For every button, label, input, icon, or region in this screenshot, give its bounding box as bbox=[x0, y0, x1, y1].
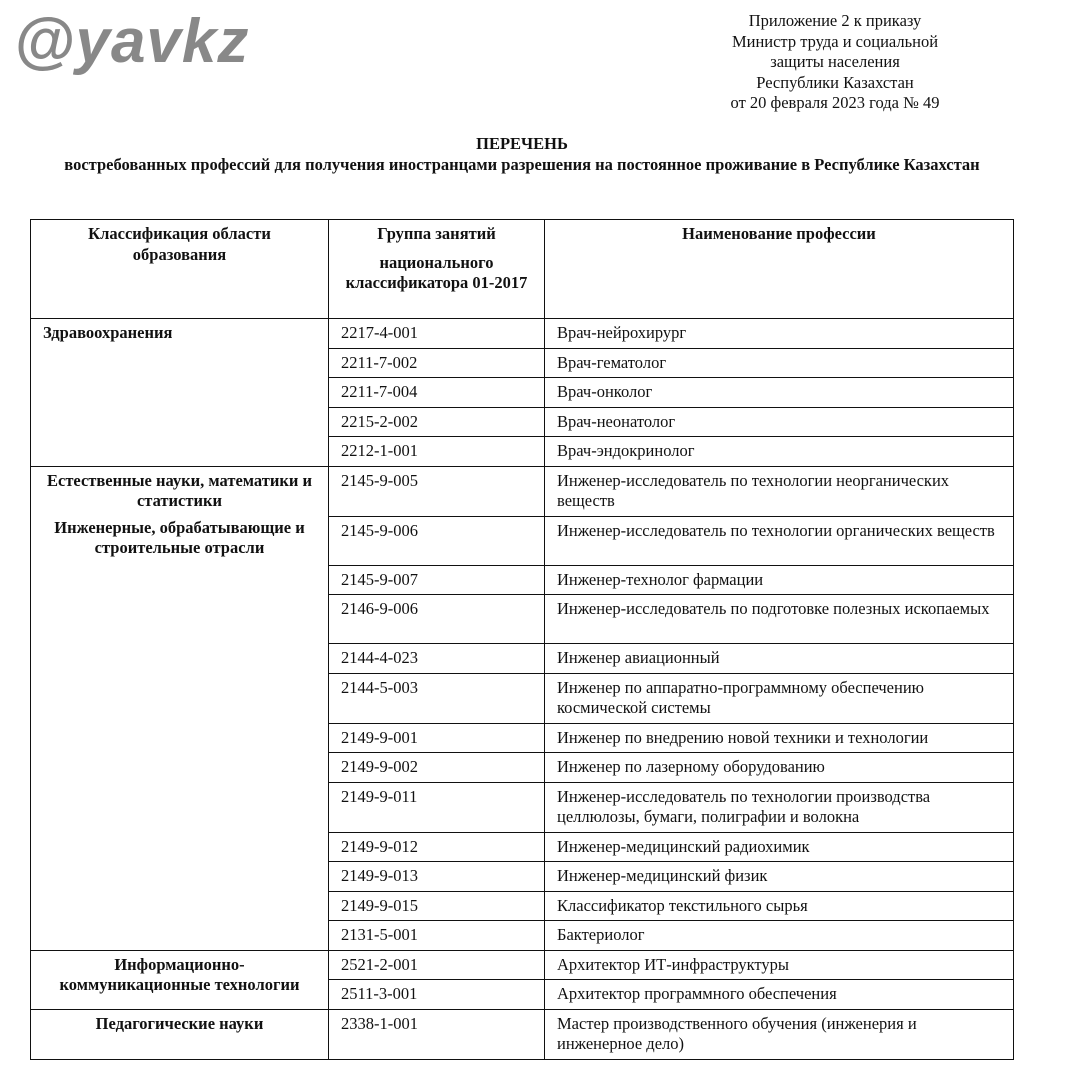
education-area-cell bbox=[31, 950, 329, 1009]
profession-name: Мастер производственного обучения (инженерия и инженерное дело) bbox=[545, 1009, 1014, 1059]
occupation-code: 2217-4-001 bbox=[329, 319, 545, 349]
document-subtitle: востребованных профессий для получения иностранцами разрешения на постоянное проживание в Республике Казахстан bbox=[64, 154, 980, 174]
profession-name: Врач-эндокринолог bbox=[545, 437, 1014, 467]
profession-name: Инженер по лазерному оборудованию bbox=[545, 753, 1014, 783]
occupation-code: 2146-9-006 bbox=[329, 595, 545, 644]
header-group-line2: национального классификатора 01-2017 bbox=[345, 252, 528, 292]
profession-name: Врач-гематолог bbox=[545, 348, 1014, 378]
document-heading bbox=[40, 134, 1004, 175]
occupation-code: 2211-7-002 bbox=[329, 348, 545, 378]
education-area-label: Естественные науки, математики и статистики bbox=[47, 470, 312, 510]
occupation-code: 2144-4-023 bbox=[329, 644, 545, 674]
profession-name: Инженер-исследователь по технологии неорганических веществ bbox=[545, 466, 1014, 516]
profession-name: Архитектор программного обеспечения bbox=[545, 980, 1014, 1010]
occupation-code: 2149-9-015 bbox=[329, 891, 545, 921]
profession-name: Инженер-технолог фармации bbox=[545, 565, 1014, 595]
header-profession: Наименование профессии bbox=[545, 220, 1014, 319]
occupation-code: 2145-9-005 bbox=[329, 466, 545, 516]
document-title: ПЕРЕЧЕНЬ bbox=[476, 134, 568, 153]
professions-table bbox=[30, 219, 1014, 1060]
table-row bbox=[31, 466, 1014, 516]
profession-name: Бактериолог bbox=[545, 921, 1014, 951]
profession-name: Инженер по аппаратно-программному обеспечению космической системы bbox=[545, 673, 1014, 723]
profession-name: Архитектор ИТ-инфраструктуры bbox=[545, 950, 1014, 980]
occupation-code: 2149-9-012 bbox=[329, 832, 545, 862]
appendix-line: Республики Казахстан bbox=[756, 72, 914, 92]
occupation-code: 2144-5-003 bbox=[329, 673, 545, 723]
header-group-line1: Группа занятий bbox=[377, 224, 496, 243]
profession-name: Врач-нейрохирург bbox=[545, 319, 1014, 349]
occupation-code: 2211-7-004 bbox=[329, 378, 545, 408]
table-header-row bbox=[31, 220, 1014, 319]
profession-name: Инженер-исследователь по технологии органических веществ bbox=[545, 516, 1014, 565]
occupation-code: 2131-5-001 bbox=[329, 921, 545, 951]
occupation-code: 2215-2-002 bbox=[329, 407, 545, 437]
occupation-code: 2212-1-001 bbox=[329, 437, 545, 467]
occupation-code: 2511-3-001 bbox=[329, 980, 545, 1010]
education-area-label: Инженерные, обрабатывающие и строительные отрасли bbox=[54, 517, 305, 557]
profession-name: Классификатор текстильного сырья bbox=[545, 891, 1014, 921]
occupation-code: 2149-9-013 bbox=[329, 862, 545, 892]
occupation-code: 2145-9-007 bbox=[329, 565, 545, 595]
profession-name: Инженер-медицинский физик bbox=[545, 862, 1014, 892]
profession-name: Инженер-исследователь по подготовке полезных ископаемых bbox=[545, 595, 1014, 644]
profession-name: Инженер-медицинский радиохимик bbox=[545, 832, 1014, 862]
header-area: Классификация области образования bbox=[31, 220, 329, 319]
education-area-cell bbox=[31, 319, 329, 467]
profession-name: Врач-онколог bbox=[545, 378, 1014, 408]
table-row bbox=[31, 950, 1014, 980]
occupation-code: 2145-9-006 bbox=[329, 516, 545, 565]
profession-name: Врач-неонатолог bbox=[545, 407, 1014, 437]
table-body bbox=[31, 319, 1014, 1060]
table-row bbox=[31, 1009, 1014, 1059]
occupation-code: 2521-2-001 bbox=[329, 950, 545, 980]
appendix-note bbox=[690, 11, 980, 114]
profession-name: Инженер-исследователь по технологии производства целлюлозы, бумаги, полиграфии и волокна bbox=[545, 782, 1014, 832]
watermark-logo: @yavkz bbox=[14, 7, 250, 76]
appendix-line: от 20 февраля 2023 года № 49 bbox=[730, 93, 940, 112]
profession-name: Инженер авиационный bbox=[545, 644, 1014, 674]
occupation-code: 2149-9-011 bbox=[329, 782, 545, 832]
appendix-line: защиты населения bbox=[770, 52, 900, 71]
profession-name: Инженер по внедрению новой техники и технологии bbox=[545, 723, 1014, 753]
occupation-code: 2149-9-002 bbox=[329, 753, 545, 783]
occupation-code: 2338-1-001 bbox=[329, 1009, 545, 1059]
education-area-label: Педагогические науки bbox=[95, 1013, 264, 1033]
education-area-cell bbox=[31, 1009, 329, 1059]
education-area-label: Информационно-коммуникационные технологии bbox=[59, 954, 300, 994]
table-row bbox=[31, 319, 1014, 349]
education-area-cell bbox=[31, 466, 329, 950]
occupation-code: 2149-9-001 bbox=[329, 723, 545, 753]
education-area-label: Здравоохранения bbox=[43, 323, 173, 342]
header-group bbox=[329, 220, 545, 319]
appendix-line: Приложение 2 к приказу bbox=[748, 11, 922, 30]
appendix-line: Министр труда и социальной bbox=[731, 31, 939, 51]
